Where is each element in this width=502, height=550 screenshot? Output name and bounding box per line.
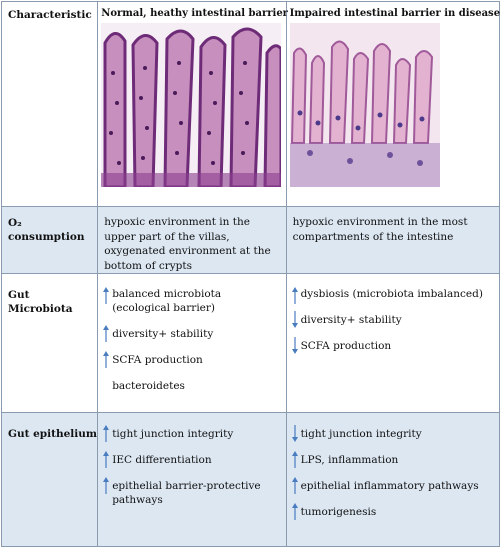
row-epithelium-label: Gut epithelium bbox=[8, 428, 98, 440]
arrow-up-icon bbox=[103, 477, 109, 494]
microbiota-normal-item bbox=[102, 287, 279, 327]
microbiota-impaired-text: SCFA production bbox=[300, 340, 392, 352]
arrow-up-icon bbox=[103, 425, 109, 442]
microbiota-impaired-item bbox=[291, 313, 493, 339]
row-epithelium-impaired-cell bbox=[286, 413, 499, 547]
epithelium-impaired-text: tight junction integrity bbox=[300, 428, 422, 440]
arrow-up-icon bbox=[292, 287, 298, 304]
row-o2-normal-cell bbox=[98, 207, 286, 274]
row-epithelium-label-cell bbox=[2, 413, 98, 547]
microbiota-impaired-item bbox=[291, 339, 493, 365]
arrow-up-icon bbox=[103, 451, 109, 468]
arrow-down-icon bbox=[292, 425, 298, 442]
epithelium-normal-item bbox=[102, 453, 279, 479]
comparison-table bbox=[1, 1, 500, 547]
row-o2 bbox=[2, 207, 500, 274]
histology-healthy-image bbox=[101, 23, 285, 187]
header-normal-label: Normal, heathy intestinal barrier bbox=[101, 8, 288, 19]
epithelium-normal-item bbox=[102, 479, 279, 513]
row-o2-impaired-cell bbox=[286, 207, 499, 274]
header-normal-cell bbox=[98, 2, 286, 207]
row-epithelium-normal-cell bbox=[98, 413, 286, 547]
row-o2-normal-text: hypoxic environment in the upper part of the villas, oxygenated environment at the bottom of crypts bbox=[104, 216, 271, 272]
header-characteristic-cell bbox=[2, 2, 98, 207]
arrow-up-icon bbox=[103, 287, 109, 304]
epithelium-impaired-item bbox=[291, 505, 493, 527]
header-impaired-label: Impaired intestinal barrier in disease bbox=[289, 8, 501, 19]
row-o2-label-cell bbox=[2, 207, 98, 274]
epithelium-impaired-item bbox=[291, 427, 493, 453]
microbiota-normal-text: balanced microbiota (ecological barrier) bbox=[112, 288, 222, 314]
epithelium-impaired-item bbox=[291, 479, 493, 505]
arrow-down-icon bbox=[292, 337, 298, 354]
row-microbiota-label-cell bbox=[2, 274, 98, 413]
header-characteristic-label: Characteristic bbox=[8, 9, 92, 21]
histology-damaged-image bbox=[290, 23, 440, 187]
header-row bbox=[2, 2, 500, 207]
epithelium-normal-text: tight junction integrity bbox=[112, 428, 234, 440]
microbiota-impaired-text: dysbiosis (microbiota imbalanced) bbox=[300, 288, 483, 300]
epithelium-normal-item bbox=[102, 427, 279, 453]
row-o2-impaired-text: hypoxic environment in the most compartments of the intestine bbox=[292, 216, 468, 243]
row-o2-label: O₂ consumption bbox=[8, 217, 85, 243]
row-microbiota-normal-cell bbox=[98, 274, 286, 413]
arrow-down-icon bbox=[292, 311, 298, 328]
microbiota-normal-text: bacteroidetes bbox=[112, 380, 185, 392]
microbiota-normal-item bbox=[102, 327, 279, 353]
arrow-up-icon bbox=[292, 503, 298, 520]
row-epithelium bbox=[2, 413, 500, 547]
epithelium-normal-text: IEC differentiation bbox=[112, 454, 212, 466]
row-microbiota bbox=[2, 274, 500, 413]
microbiota-impaired-text: diversity+ stability bbox=[300, 314, 402, 326]
header-impaired-cell bbox=[286, 2, 499, 207]
microbiota-impaired-item bbox=[291, 287, 493, 313]
row-microbiota-label: Gut Microbiota bbox=[8, 289, 73, 315]
arrow-up-icon bbox=[292, 451, 298, 468]
arrow-up-icon bbox=[103, 351, 109, 368]
microbiota-normal-text: diversity+ stability bbox=[112, 328, 214, 340]
epithelium-impaired-text: tumorigenesis bbox=[300, 506, 377, 518]
microbiota-normal-item bbox=[102, 353, 279, 379]
arrow-up-icon bbox=[292, 477, 298, 494]
epithelium-impaired-text: LPS, inflammation bbox=[300, 454, 399, 466]
microbiota-normal-text: SCFA production bbox=[112, 354, 203, 366]
microbiota-normal-item bbox=[102, 379, 279, 399]
row-microbiota-impaired-cell bbox=[286, 274, 499, 413]
epithelium-impaired-item bbox=[291, 453, 493, 479]
epithelium-normal-text: epithelial barrier-protective pathways bbox=[112, 480, 261, 506]
epithelium-impaired-text: epithelial inflammatory pathways bbox=[300, 480, 479, 492]
arrow-up-icon bbox=[103, 325, 109, 342]
